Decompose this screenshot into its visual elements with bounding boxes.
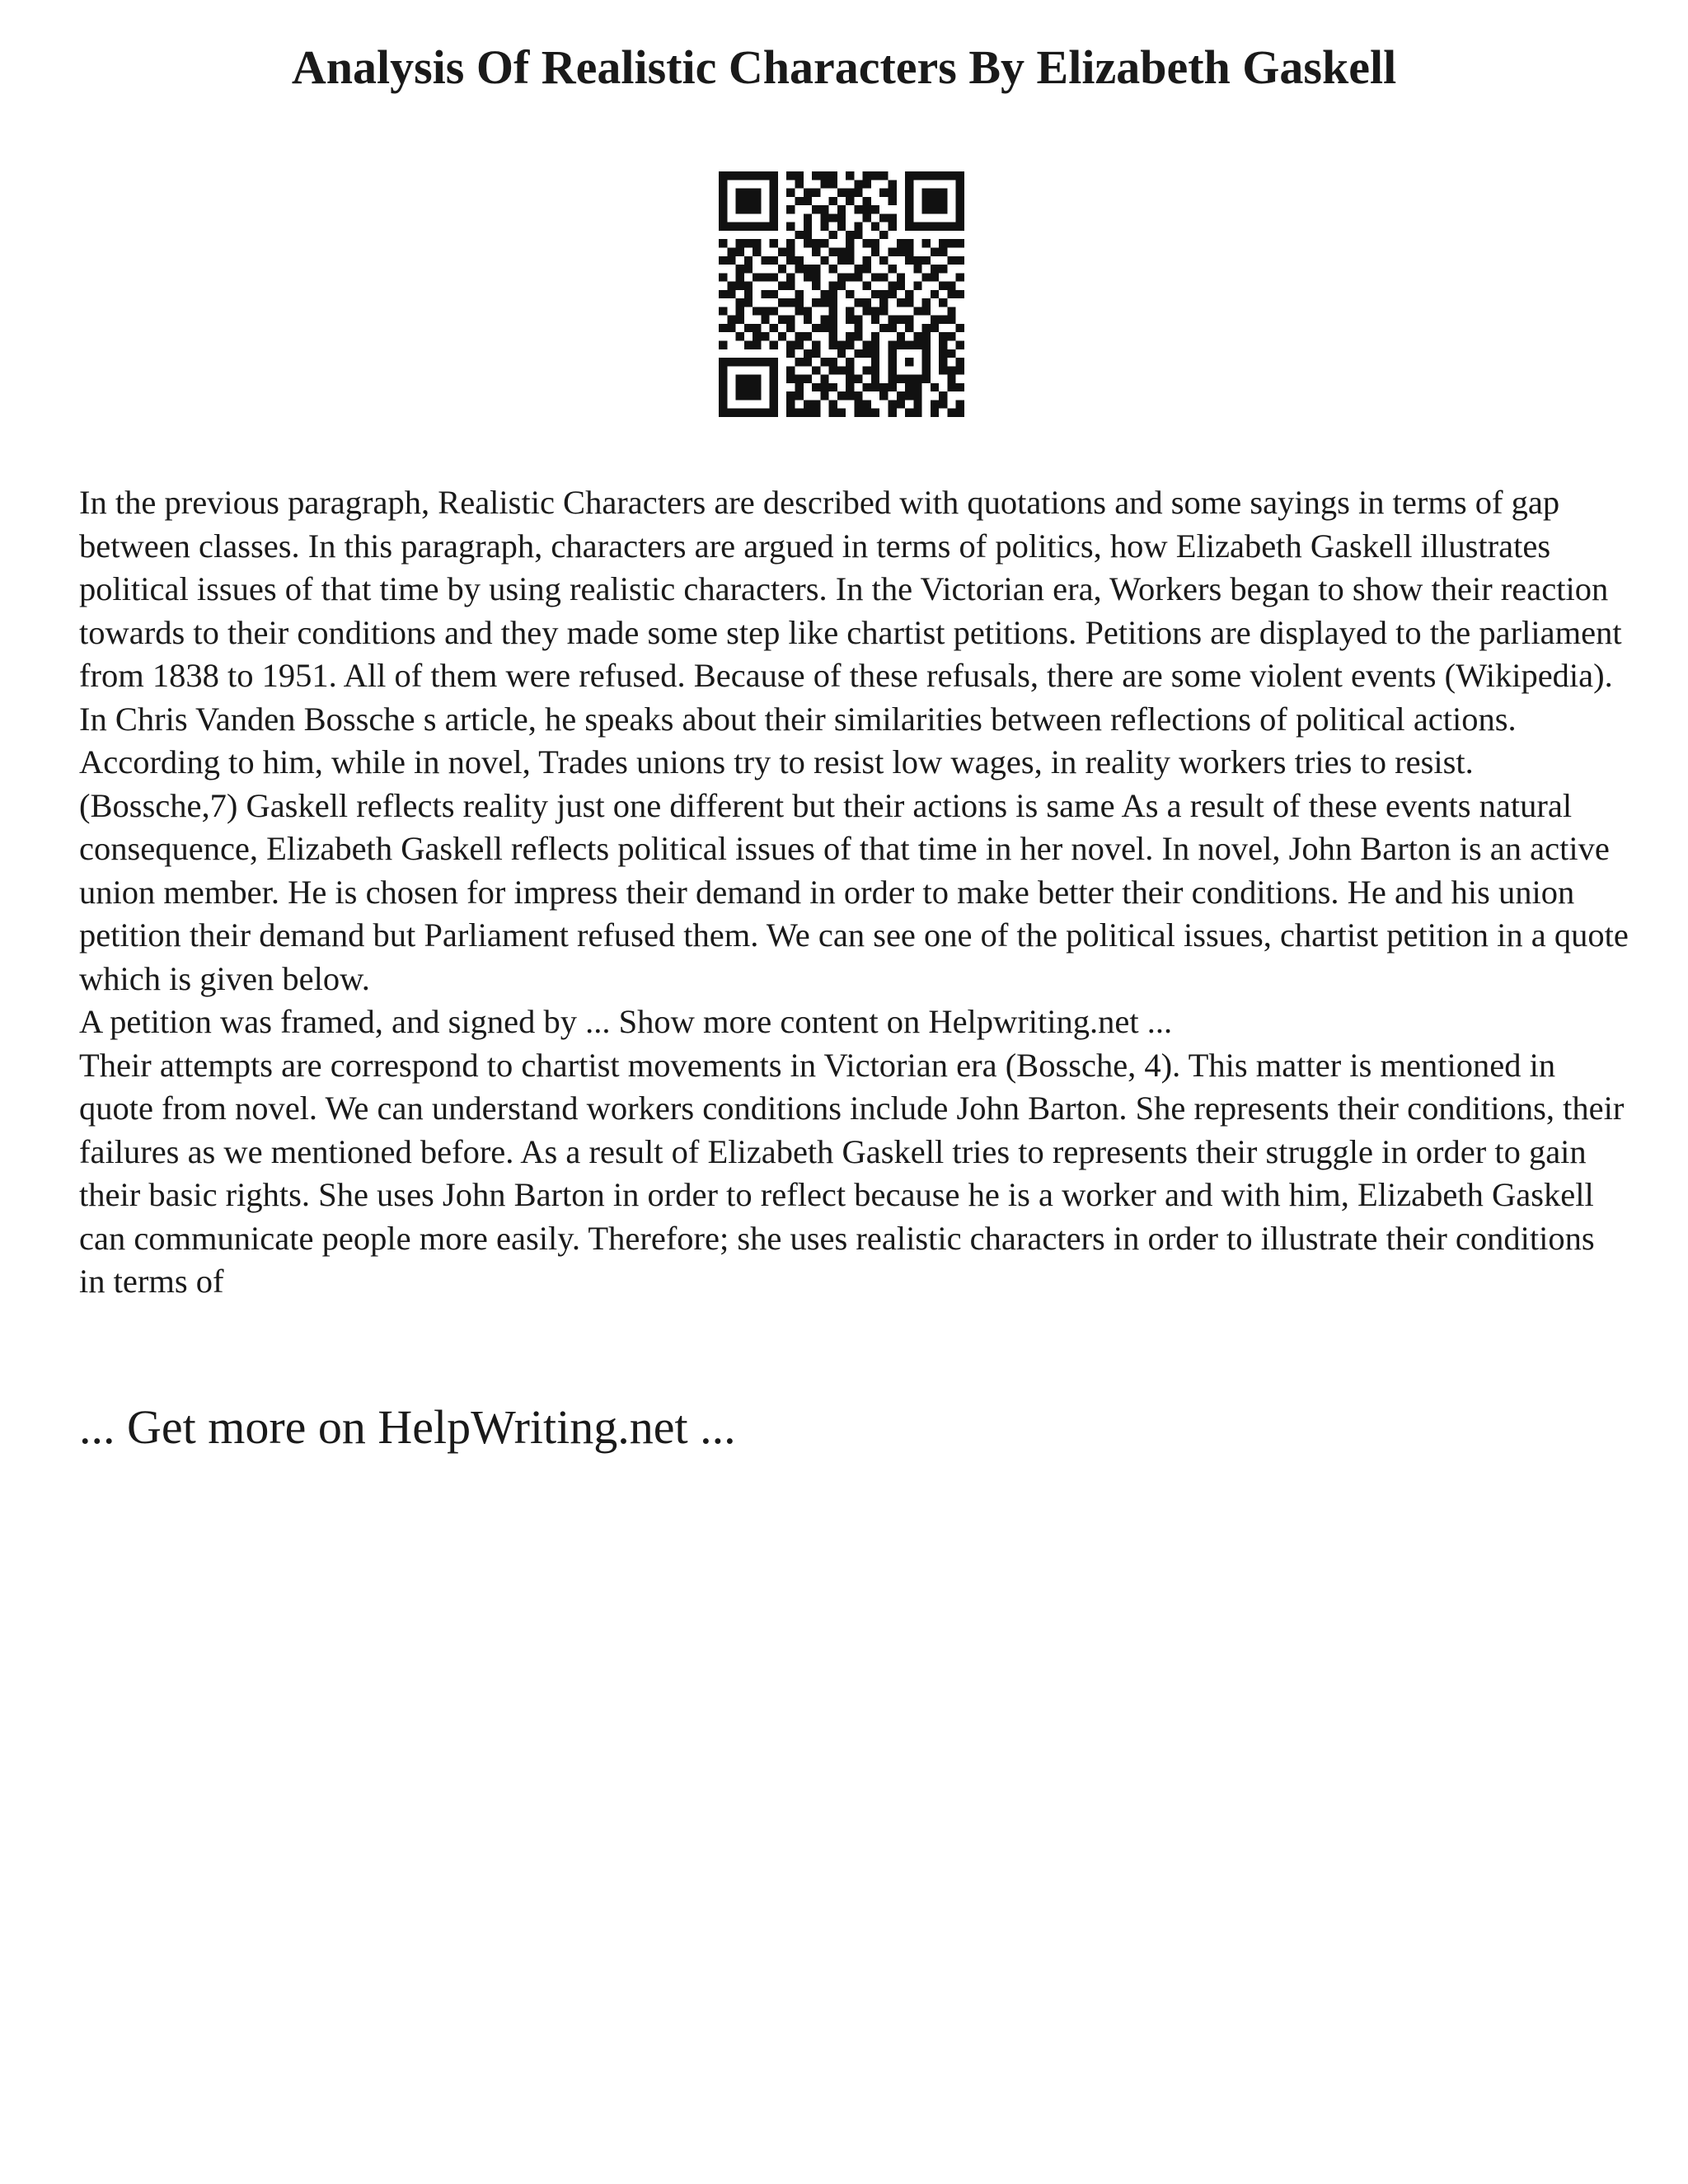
qr-code-icon: [719, 171, 964, 417]
page-title: Analysis Of Realistic Characters By Elizabeth Gaskell: [291, 40, 1397, 94]
article-body: [79, 481, 1629, 1304]
get-more-link[interactable]: ... Get more on HelpWriting.net ...: [79, 1400, 736, 1454]
paragraph-show-more: A petition was framed, and signed by ... Show more content on Helpwriting.net ...: [79, 1003, 1173, 1040]
paragraph-conclusion: Their attempts are correspond to chartist movements in Victorian era (Bossche, 4). This matter is mentioned in quote from novel. We can understand workers conditions include John Barton. She represents their conditions, their failures as we mentioned before. As a result of Elizabeth Gaskell tries to represents their struggle in order to gain their basic rights. She uses John Barton in order to reflect because he is a worker and with him, Elizabeth Gaskell can communicate people more easily. Therefore; she uses realistic characters in order to illustrate their conditions in terms of: [79, 1046, 1625, 1300]
paragraph-intro: In the previous paragraph, Realistic Characters are described with quotations and some sayings in terms of gap between classes. In this paragraph, characters are argued in terms of politics, how Elizabeth Gaskell illustrates political issues of that time by using realistic characters. In the Victorian era, Workers began to show their reaction towards to their conditions and they made some step like chartist petitions. Petitions are displayed to the parliament from 1838 to 1951. All of them were refused. Because of these refusals, there are some violent events (Wikipedia). In Chris Vanden Bossche s article, he speaks about their similarities between reflections of political actions. According to him, while in novel, Trades unions try to resist low wages, in reality workers tries to resist. (Bossche,7) Gaskell reflects reality just one different but their actions is same As a result of these events natural consequence, Elizabeth Gaskell reflects political issues of that time in her novel. In novel, John Barton is an active union member. He is chosen for impress their demand in order to make better their conditions. He and his union petition their demand but Parliament refused them. We can see one of the political issues, chartist petition in a quote which is given below.: [79, 484, 1629, 997]
